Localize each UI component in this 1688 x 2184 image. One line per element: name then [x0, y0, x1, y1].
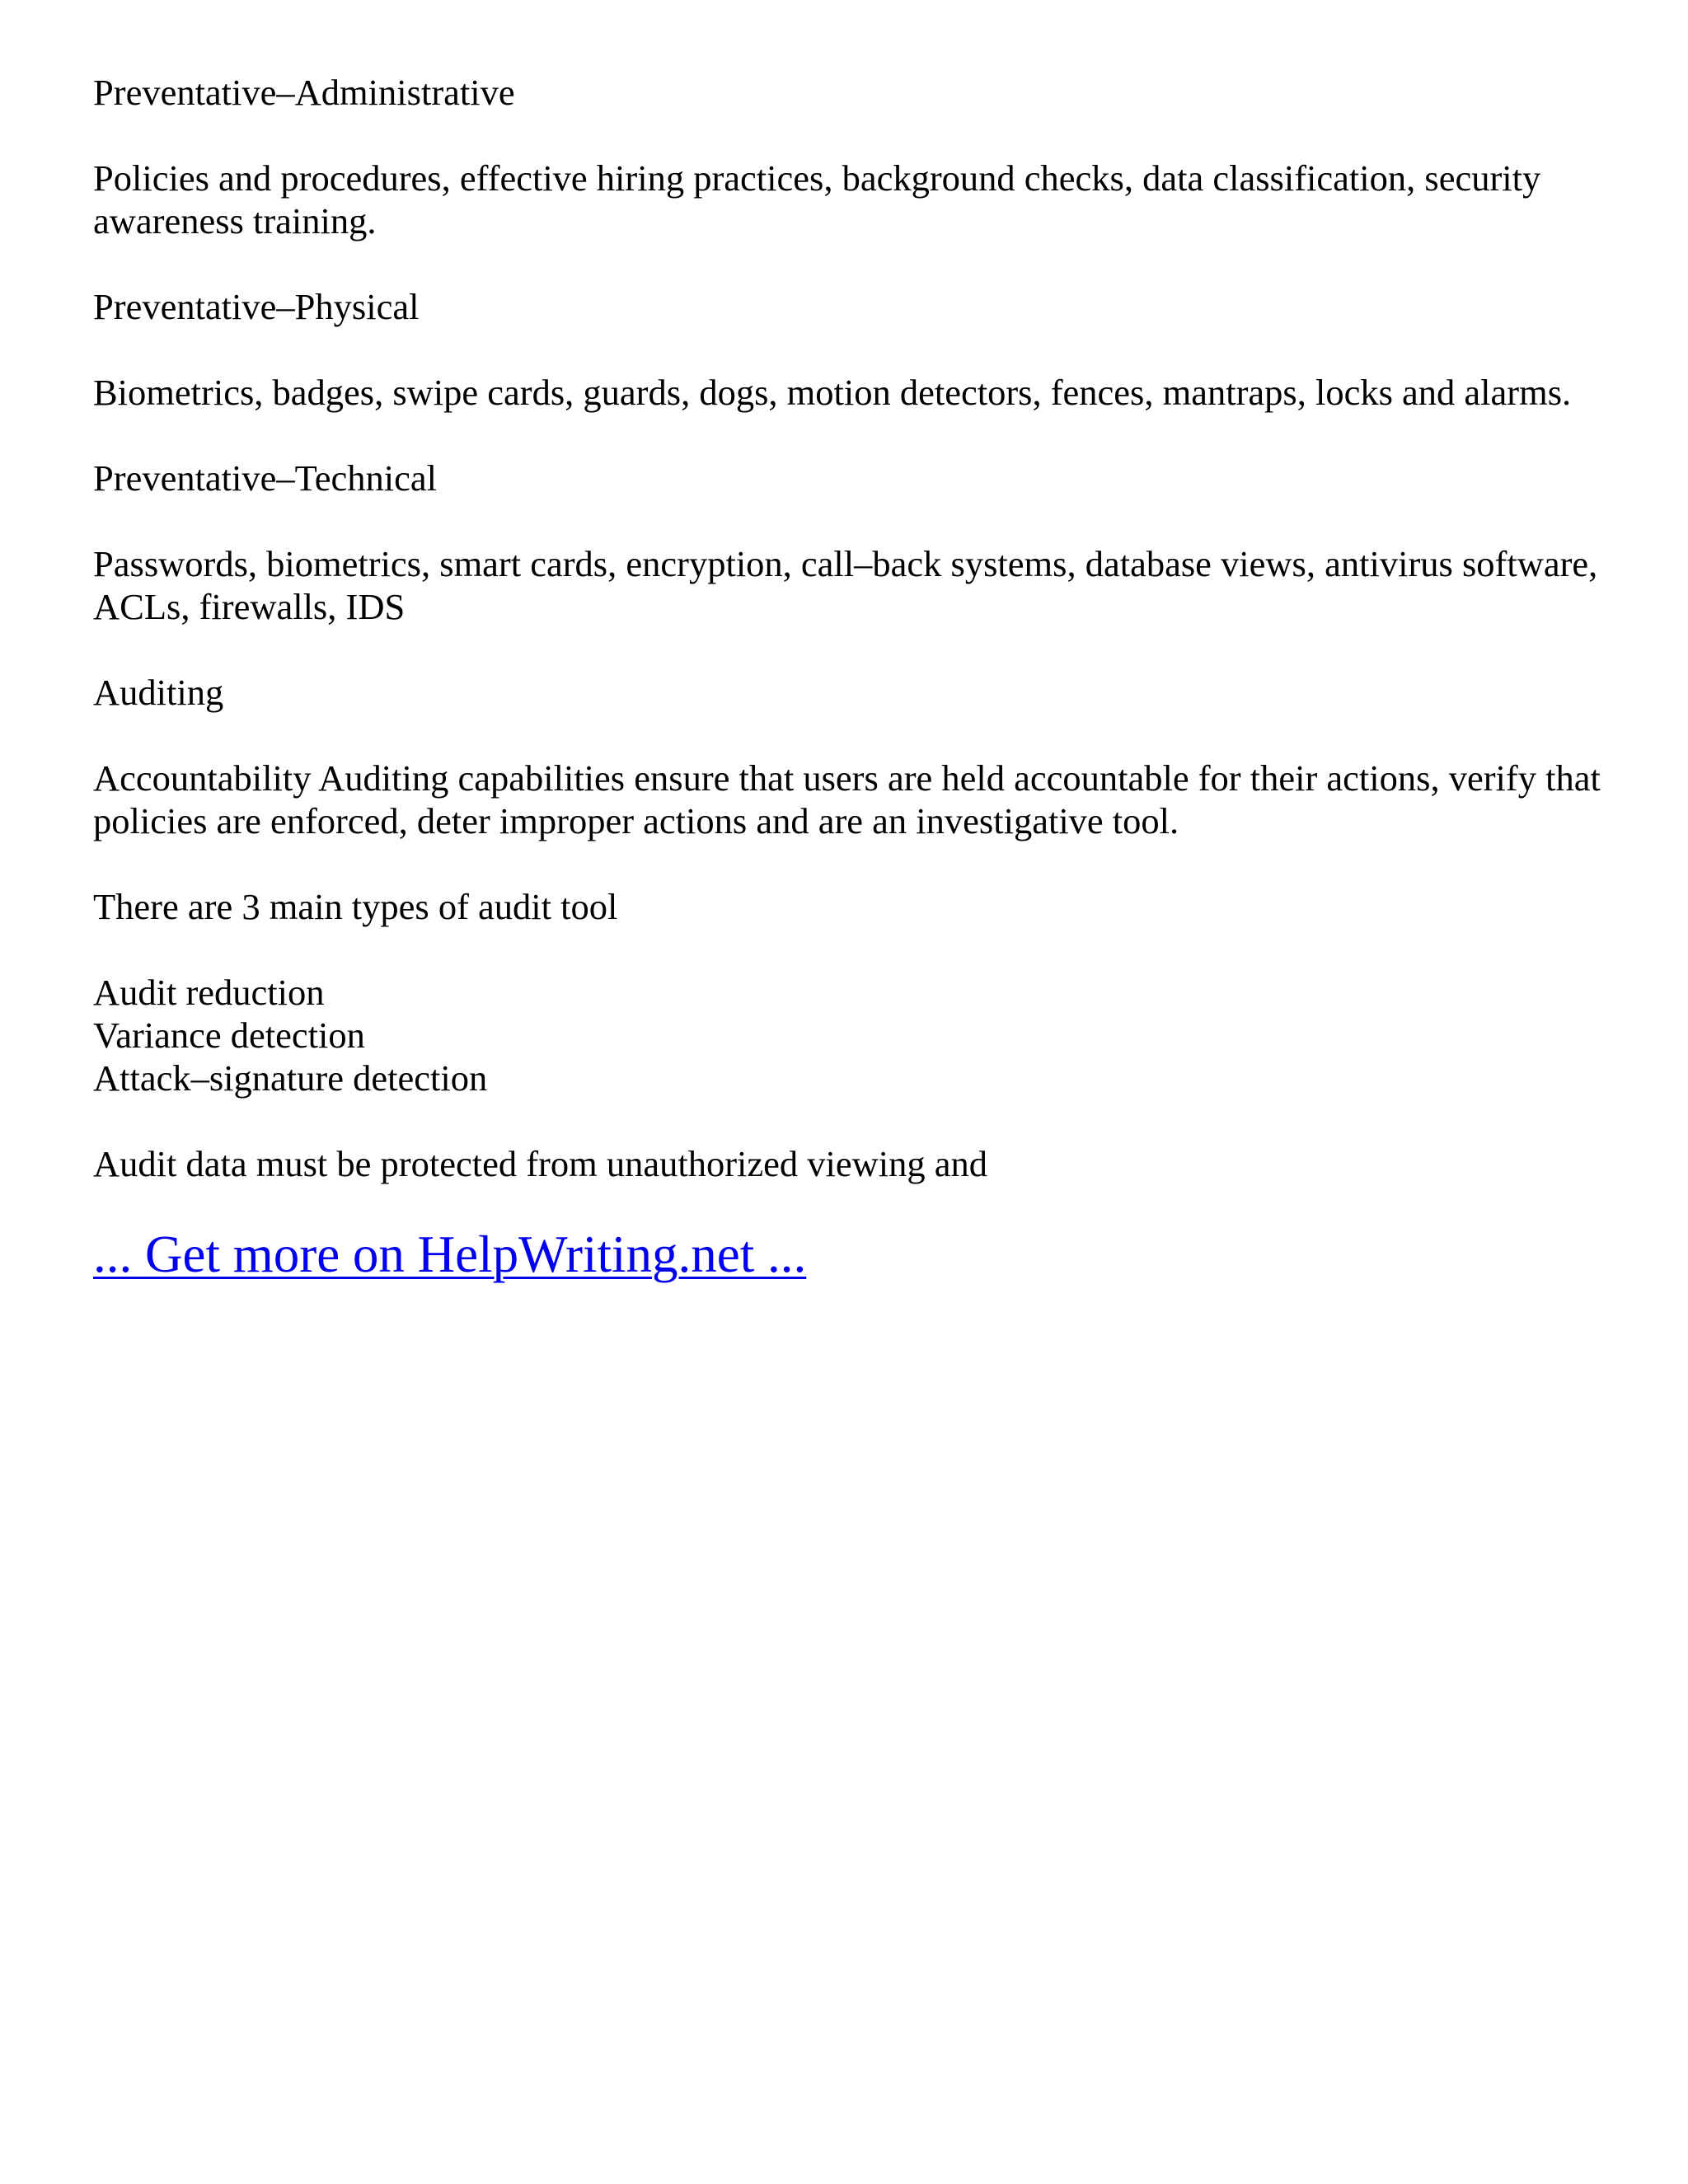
paragraph-physical-controls: Biometrics, badges, swipe cards, guards, dogs, motion detectors, fences, mantraps, locks and alarms.	[93, 372, 1572, 413]
paragraph-accountability: Accountability Auditing capabilities ensure that users are held accountable for their actions, verify that policies are enforced, deter improper actions and are an investigative tool.	[93, 757, 1601, 841]
heading-preventative-technical: Preventative–Technical	[93, 457, 437, 499]
list-item: Attack–signature detection	[93, 1057, 488, 1099]
heading-preventative-physical: Preventative–Physical	[93, 286, 420, 327]
get-more-link[interactable]: ... Get more on HelpWriting.net ...	[93, 1226, 807, 1283]
list-item: Variance detection	[93, 1015, 365, 1056]
heading-auditing: Auditing	[93, 672, 224, 713]
paragraph-audit-data: Audit data must be protected from unauthorized viewing and	[93, 1143, 987, 1184]
paragraph-audit-tool-types: There are 3 main types of audit tool	[93, 886, 618, 927]
audit-tool-list	[93, 971, 1610, 1099]
document-page	[93, 71, 1610, 1286]
list-item: Audit reduction	[93, 972, 325, 1013]
paragraph-administrative-controls: Policies and procedures, effective hiring practices, background checks, data classification, security awareness training.	[93, 157, 1541, 241]
paragraph-technical-controls: Passwords, biometrics, smart cards, encryption, call–back systems, database views, antivirus software, ACLs, firewalls, IDS	[93, 543, 1598, 627]
heading-preventative-administrative: Preventative–Administrative	[93, 72, 515, 113]
